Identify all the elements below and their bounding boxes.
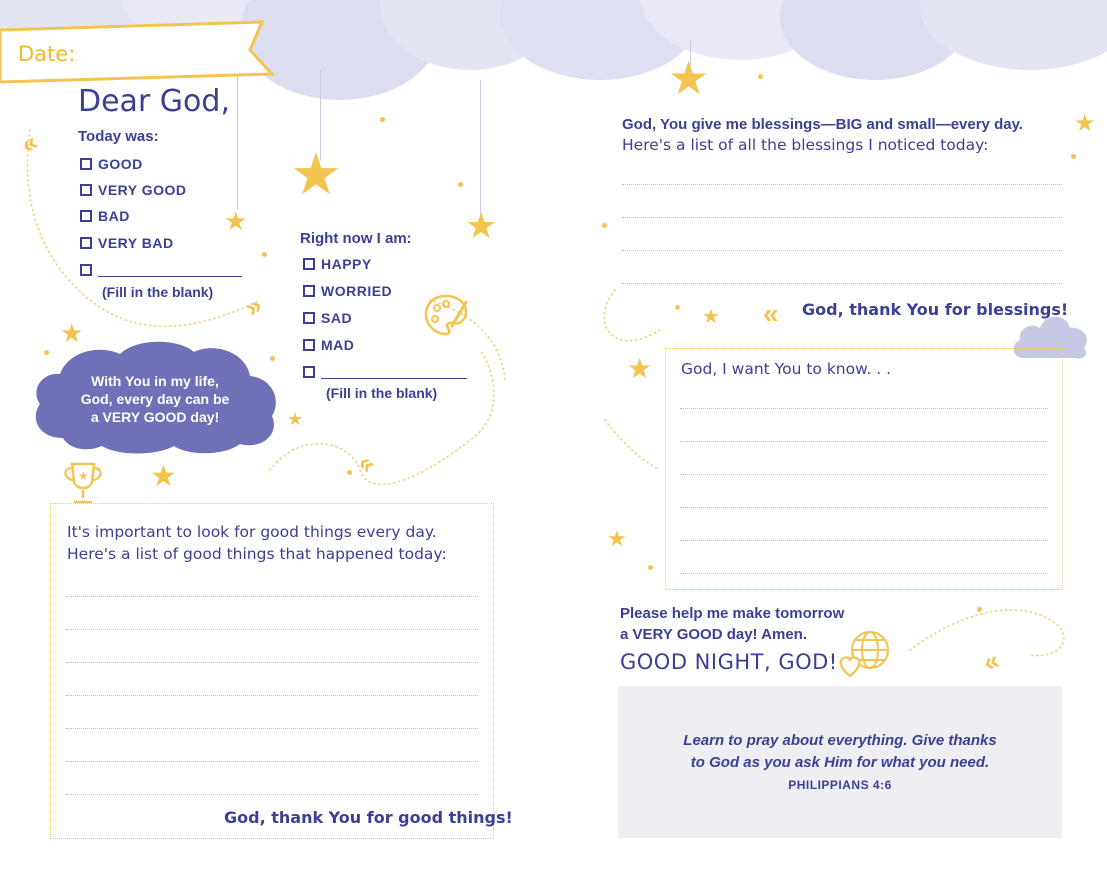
- blessings-prompt: [622, 114, 1023, 156]
- verse-reference: PHILIPPIANS 4:6: [788, 778, 892, 792]
- fill-in-hint: (Fill in the blank): [326, 385, 438, 401]
- date-label: Date:: [18, 42, 76, 66]
- prompt-line: It's important to look for good things every day.: [67, 523, 437, 541]
- closing-line: a VERY GOOD day! Amen.: [620, 626, 807, 643]
- checkbox-very-bad[interactable]: VERY BAD: [80, 235, 174, 251]
- star-icon: ★: [150, 460, 177, 493]
- arrow-chevrons-icon: «: [15, 126, 43, 160]
- writing-line[interactable]: [680, 507, 1048, 508]
- fill-in-line[interactable]: [321, 364, 467, 379]
- bible-verse: [618, 730, 1062, 796]
- arrow-chevrons-icon: «: [352, 446, 383, 480]
- checkbox-fill-in[interactable]: [80, 262, 242, 277]
- writing-line[interactable]: [622, 184, 1062, 185]
- writing-line[interactable]: [66, 662, 478, 663]
- checkbox-square[interactable]: [80, 237, 92, 249]
- writing-line[interactable]: [680, 474, 1048, 475]
- palette-icon: [422, 292, 472, 340]
- prompt-line: Here's a list of good things that happened today:: [67, 545, 447, 563]
- writing-line[interactable]: [66, 596, 478, 597]
- checkbox-fill-in-mood[interactable]: [303, 364, 467, 379]
- cloud-message-line: With You in my life,: [91, 373, 219, 389]
- checkbox-square[interactable]: [303, 312, 315, 324]
- closing-line: Please help me make tomorrow: [620, 605, 845, 622]
- arrow-chevrons-icon: «: [763, 298, 779, 329]
- cloud-message: [40, 372, 270, 426]
- writing-line[interactable]: [622, 250, 1062, 251]
- writing-line[interactable]: [66, 761, 478, 762]
- star-icon: ★: [607, 526, 627, 551]
- trophy-icon: [60, 458, 106, 508]
- writing-line[interactable]: [680, 573, 1048, 574]
- cloud-message-line: a VERY GOOD day!: [90, 409, 220, 425]
- blessings-footer: God, thank You for blessings!: [802, 300, 1069, 319]
- closing-prayer: [620, 603, 844, 645]
- star-icon: ★: [627, 353, 653, 384]
- star-icon: ★: [465, 205, 498, 246]
- cloud-message-line: God, every day can be: [80, 391, 230, 407]
- fill-in-hint: (Fill in the blank): [102, 284, 214, 300]
- good-things-prompt: [67, 521, 447, 565]
- fill-in-line[interactable]: [98, 262, 242, 277]
- checkbox-mad[interactable]: MAD: [303, 337, 354, 353]
- prompt-line: God, You give me blessings—BIG and small—every day.: [622, 116, 1023, 133]
- verse-line: Learn to pray about everything. Give thanks: [683, 732, 997, 749]
- writing-line[interactable]: [622, 283, 1062, 284]
- star-icon: ★: [224, 206, 248, 236]
- writing-line[interactable]: [680, 441, 1048, 442]
- checkbox-square[interactable]: [303, 258, 315, 270]
- globe-heart-icon: [836, 626, 896, 682]
- checkbox-worried[interactable]: WORRIED: [303, 283, 392, 299]
- writing-line[interactable]: [66, 728, 478, 729]
- right-now-label: Right now I am:: [300, 230, 412, 247]
- checkbox-good[interactable]: GOOD: [80, 156, 143, 172]
- checkbox-square[interactable]: [303, 339, 315, 351]
- want-to-know-prompt: God, I want You to know. . .: [681, 360, 891, 378]
- checkbox-square[interactable]: [303, 285, 315, 297]
- star-icon: ★: [668, 52, 710, 104]
- star-icon: ★: [60, 318, 84, 348]
- checkbox-square[interactable]: [80, 184, 92, 196]
- checkbox-happy[interactable]: HAPPY: [303, 256, 372, 272]
- writing-line[interactable]: [622, 217, 1062, 218]
- star-icon: ★: [287, 409, 304, 429]
- greeting: Dear God,: [78, 84, 230, 119]
- arrow-chevrons-icon: «: [241, 293, 270, 327]
- checkbox-square[interactable]: [80, 210, 92, 222]
- arrow-chevrons-icon: «: [979, 644, 1003, 678]
- checkbox-square[interactable]: [80, 158, 92, 170]
- star-icon: ★: [1074, 110, 1096, 137]
- star-icon: ★: [702, 306, 720, 328]
- want-to-know-box: [665, 348, 1063, 590]
- writing-line[interactable]: [680, 408, 1048, 409]
- today-was-label: Today was:: [78, 128, 159, 145]
- checkbox-very-good[interactable]: VERY GOOD: [80, 182, 187, 198]
- good-things-footer: God, thank You for good things!: [224, 808, 513, 827]
- checkbox-square[interactable]: [303, 366, 315, 378]
- svg-text:★: ★: [78, 469, 89, 483]
- writing-line[interactable]: [66, 695, 478, 696]
- prompt-line: Here's a list of all the blessings I noticed today:: [622, 136, 989, 154]
- checkbox-bad[interactable]: BAD: [80, 208, 130, 224]
- writing-line[interactable]: [66, 629, 478, 630]
- star-icon: ★: [290, 142, 342, 207]
- goodnight-text: GOOD NIGHT, GOD!: [620, 650, 838, 674]
- checkbox-square[interactable]: [80, 264, 92, 276]
- writing-line[interactable]: [680, 540, 1048, 541]
- writing-line[interactable]: [66, 794, 478, 795]
- verse-line: to God as you ask Him for what you need.: [690, 754, 990, 771]
- checkbox-sad[interactable]: SAD: [303, 310, 352, 326]
